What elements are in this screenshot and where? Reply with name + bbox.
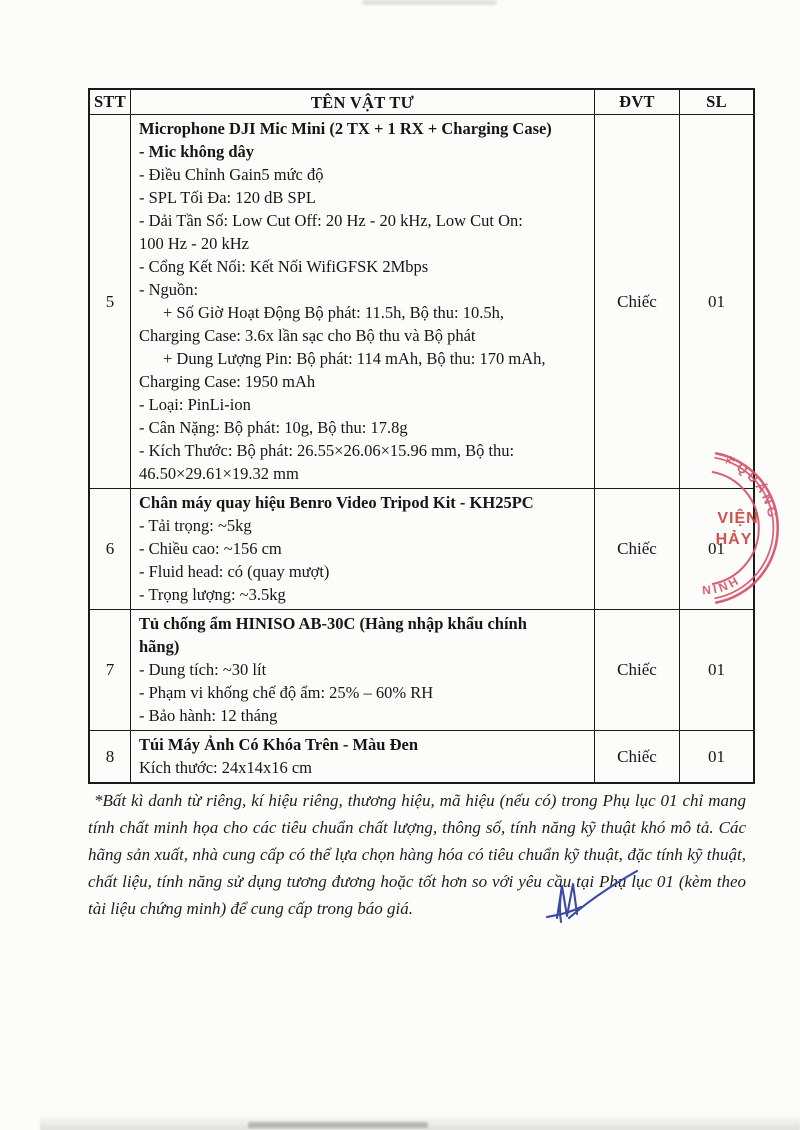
item-spec-line: - Dải Tần Số: Low Cut Off: 20 Hz - 20 kHz, Low Cut On: [139, 211, 523, 230]
column-header-stt: STT [93, 92, 127, 111]
row-stt-cell: 8 [105, 746, 115, 766]
item-spec-line: + Số Giờ Hoạt Động Bộ phát: 11.5h, Bộ thu: 10.5h, [163, 303, 505, 322]
item-spec-line: - Cân Nặng: Bộ phát: 10g, Bộ thu: 17.8g [139, 418, 408, 437]
row-qty-cell: 01 [679, 115, 753, 488]
item-spec-line: - Kích Thước: Bộ phát: 26.55×26.06×15.96 mm, Bộ thu: [139, 441, 515, 460]
row-qty-cell: 01 [679, 731, 753, 782]
row-unit-cell: Chiếc [594, 115, 679, 488]
table-row [90, 114, 753, 488]
table-header-row [90, 90, 753, 114]
item-spec-line: Túi Máy Ảnh Có Khóa Trên - Màu Đen [139, 735, 419, 754]
item-spec-line: Charging Case: 3.6x lần sạc cho Bộ thu và Bộ phát [139, 326, 476, 345]
item-name-cell [130, 489, 594, 609]
item-spec-line: 46.50×29.61×19.32 mm [139, 464, 299, 483]
row-stt-cell: 6 [105, 539, 115, 558]
row-unit-cell: Chiếc [594, 610, 679, 730]
stamp-arc-lower-text: NINH [701, 572, 744, 598]
table-row [90, 730, 753, 782]
stamp-arc-upper-text: QUẢNG [733, 459, 781, 522]
table-body [90, 114, 753, 782]
row-stt-cell: 7 [105, 660, 115, 679]
table-row [90, 609, 753, 730]
row-stt-cell: 5 [105, 291, 115, 311]
column-header-qty: SL [679, 90, 753, 114]
item-spec-line: - Nguồn: [139, 280, 199, 299]
item-name-cell [130, 731, 594, 782]
item-spec-line: Charging Case: 1950 mAh [139, 372, 316, 391]
row-qty-cell: 01 [679, 610, 753, 730]
item-spec-line: - Fluid head: có (quay mượt) [139, 562, 330, 581]
item-spec-line: - Cổng Kết Nối: Kết Nối WifiGFSK 2Mbps [139, 257, 429, 276]
items-table [88, 88, 755, 784]
column-header-name: TÊN VẬT TƯ [130, 90, 594, 114]
row-qty-cell: 01 [679, 489, 753, 609]
row-unit-cell: Chiếc [594, 731, 679, 782]
item-spec-line: - SPL Tối Đa: 120 dB SPL [139, 188, 316, 207]
item-spec-line: - Điều Chỉnh Gain5 mức độ [139, 165, 324, 184]
item-spec-line: hãng) [139, 637, 180, 656]
item-spec-line: Microphone DJI Mic Mini (2 TX + 1 RX + Charging Case) [139, 119, 552, 138]
item-spec-line: - Chiều cao: ~156 cm [139, 539, 282, 558]
item-spec-line: Kích thước: 24x14x16 cm [139, 758, 313, 777]
item-name-cell [130, 115, 594, 488]
scan-artifact-bar [248, 1122, 428, 1128]
item-spec-line: - Mic không dây [139, 142, 255, 161]
row-unit-cell: Chiếc [594, 489, 679, 609]
item-spec-line: - Dung tích: ~30 lít [139, 660, 267, 679]
item-spec-line: 100 Hz - 20 kHz [139, 234, 249, 253]
table-row [90, 488, 753, 609]
stamp-arc-top-text: ·H [722, 453, 736, 468]
item-spec-line: Tủ chống ẩm HINISO AB-30C (Hàng nhập khẩu chính [139, 614, 527, 633]
stamp-center-line2: HẢY [715, 531, 753, 548]
column-header-unit: ĐVT [594, 90, 679, 114]
item-spec-line: - Phạm vi khống chế độ ẩm: 25% – 60% RH [139, 683, 434, 702]
item-spec-line: - Trọng lượng: ~3.5kg [139, 585, 286, 604]
item-spec-line: Chân máy quay hiệu Benro Video Tripod Kit - KH25PC [139, 493, 534, 512]
footnote-text: *Bất kì danh từ riêng, kí hiệu riêng, thương hiệu, mã hiệu (nếu có) trong Phụ lục 01 chỉ mang tính chất minh họa cho các tiêu chuẩn chất lượng, thông số, tính năng kỹ thuật khó mô tả. Các hãng sản xuất, nhà cung cấp có thể lựa chọn hàng hóa có tiêu chuẩn kỹ thuật, đặc tính kỹ thuật, chất liệu, tính năng sử dụng tương đương hoặc tốt hơn so với yêu cầu tại Phụ lục 01 (kèm theo tài liệu chứng minh) để cung cấp trong báo giá. [88, 791, 746, 918]
item-spec-line: + Dung Lượng Pin: Bộ phát: 114 mAh, Bộ thu: 170 mAh, [163, 349, 546, 368]
item-spec-line: - Bảo hành: 12 tháng [139, 706, 278, 725]
scan-smudge-top [362, 0, 497, 5]
item-spec-line: - Tải trọng: ~5kg [139, 516, 252, 535]
item-spec-line: - Loại: PinLi-ion [139, 395, 251, 414]
stamp-center-line1: VIỆN [717, 510, 759, 527]
item-name-cell [130, 610, 594, 730]
